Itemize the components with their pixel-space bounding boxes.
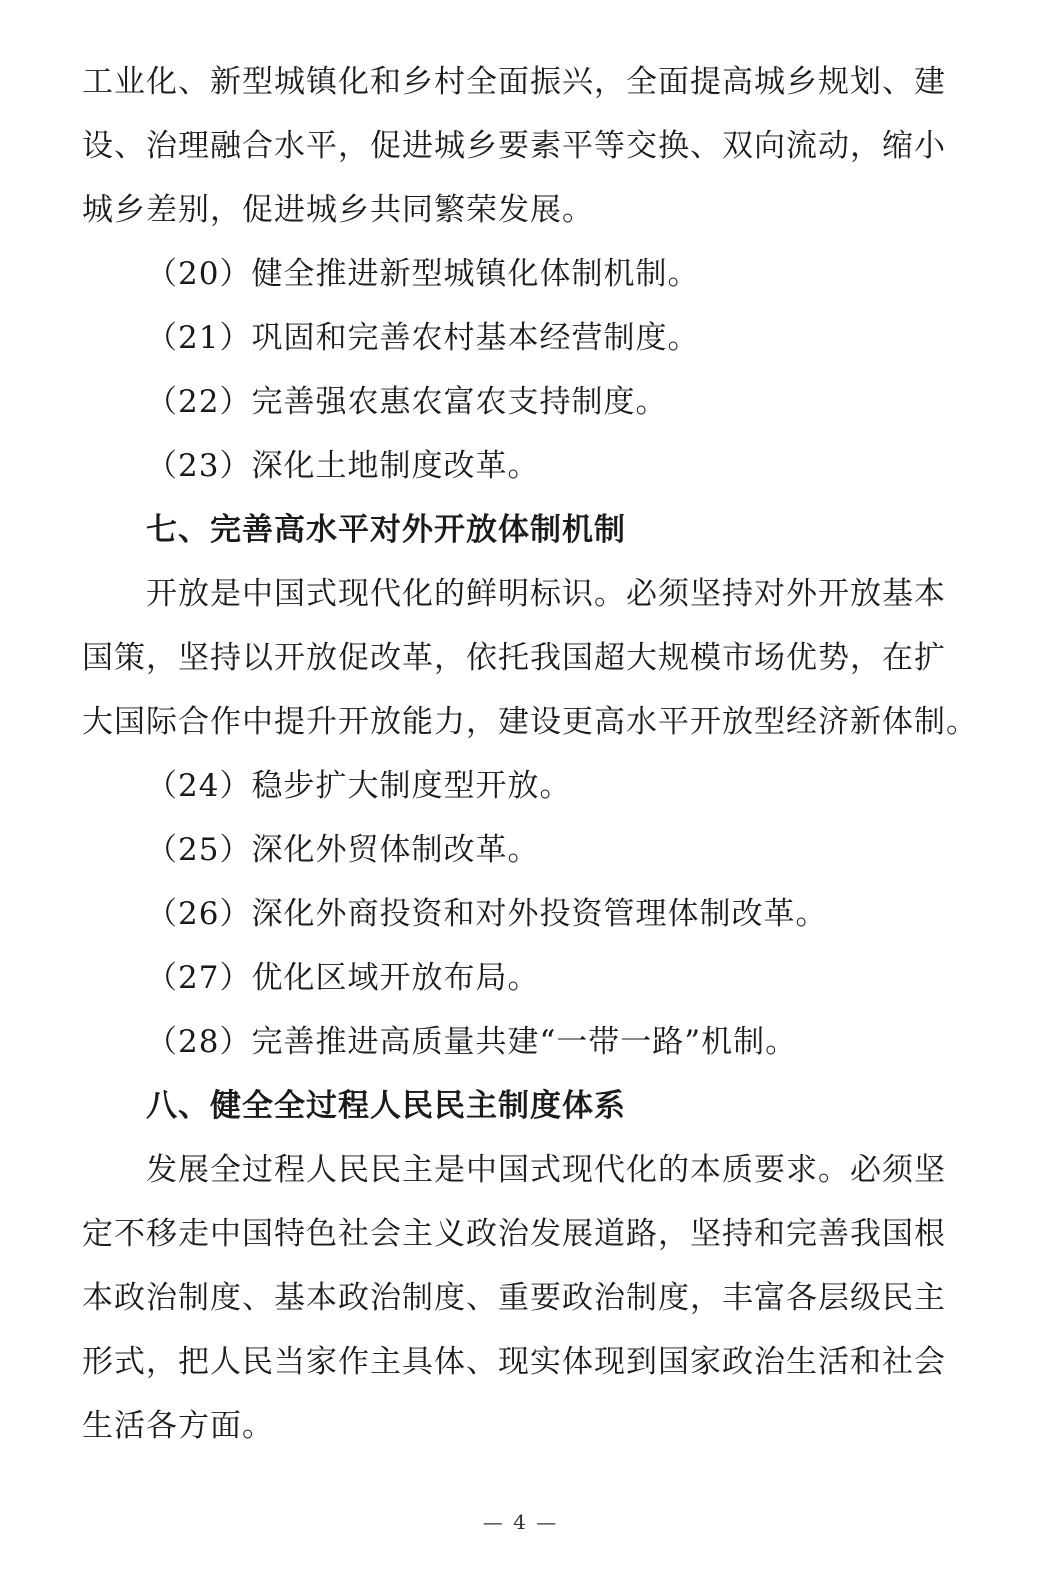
list-item-23: （23）深化土地制度改革。 (146, 448, 540, 484)
list-item-24: （24）稳步扩大制度型开放。 (146, 768, 572, 804)
paragraph-line: 开放是中国式现代化的鲜明标识。必须坚持对外开放基本 (146, 576, 946, 612)
paragraph-line: 设、治理融合水平，促进城乡要素平等交换、双向流动，缩小 (82, 128, 946, 164)
list-item-20: （20）健全推进新型城镇化体制机制。 (146, 256, 700, 292)
paragraph-line: 形式，把人民当家作主具体、现实体现到国家政治生活和社会 (82, 1344, 946, 1380)
paragraph-line: 工业化、新型城镇化和乡村全面振兴，全面提高城乡规划、建 (82, 64, 946, 100)
paragraph-line: 发展全过程人民民主是中国式现代化的本质要求。必须坚 (146, 1152, 946, 1188)
section-heading-8: 八、健全全过程人民民主制度体系 (146, 1088, 626, 1124)
paragraph-line: 大国际合作中提升开放能力，建设更高水平开放型经济新体制。 (82, 704, 978, 740)
list-item-28: （28）完善推进高质量共建“一带一路”机制。 (146, 1024, 798, 1060)
paragraph-line: 本政治制度、基本政治制度、重要政治制度，丰富各层级民主 (82, 1280, 946, 1316)
paragraph-line: 生活各方面。 (82, 1408, 274, 1444)
list-item-22: （22）完善强农惠农富农支持制度。 (146, 384, 668, 420)
paragraph-line: 城乡差别，促进城乡共同繁荣发展。 (82, 192, 594, 228)
paragraph-line: 国策，坚持以开放促改革，依托我国超大规模市场优势，在扩 (82, 640, 946, 676)
list-item-26: （26）深化外商投资和对外投资管理体制改革。 (146, 896, 828, 932)
list-item-21: （21）巩固和完善农村基本经营制度。 (146, 320, 700, 356)
section-heading-7: 七、完善高水平对外开放体制机制 (146, 512, 626, 548)
page-number: — 4 — (482, 1510, 559, 1534)
list-item-27: （27）优化区域开放布局。 (146, 960, 540, 996)
document-body (82, 50, 978, 1458)
paragraph-line: 定不移走中国特色社会主义政治发展道路，坚持和完善我国根 (82, 1216, 946, 1252)
list-item-25: （25）深化外贸体制改革。 (146, 832, 540, 868)
